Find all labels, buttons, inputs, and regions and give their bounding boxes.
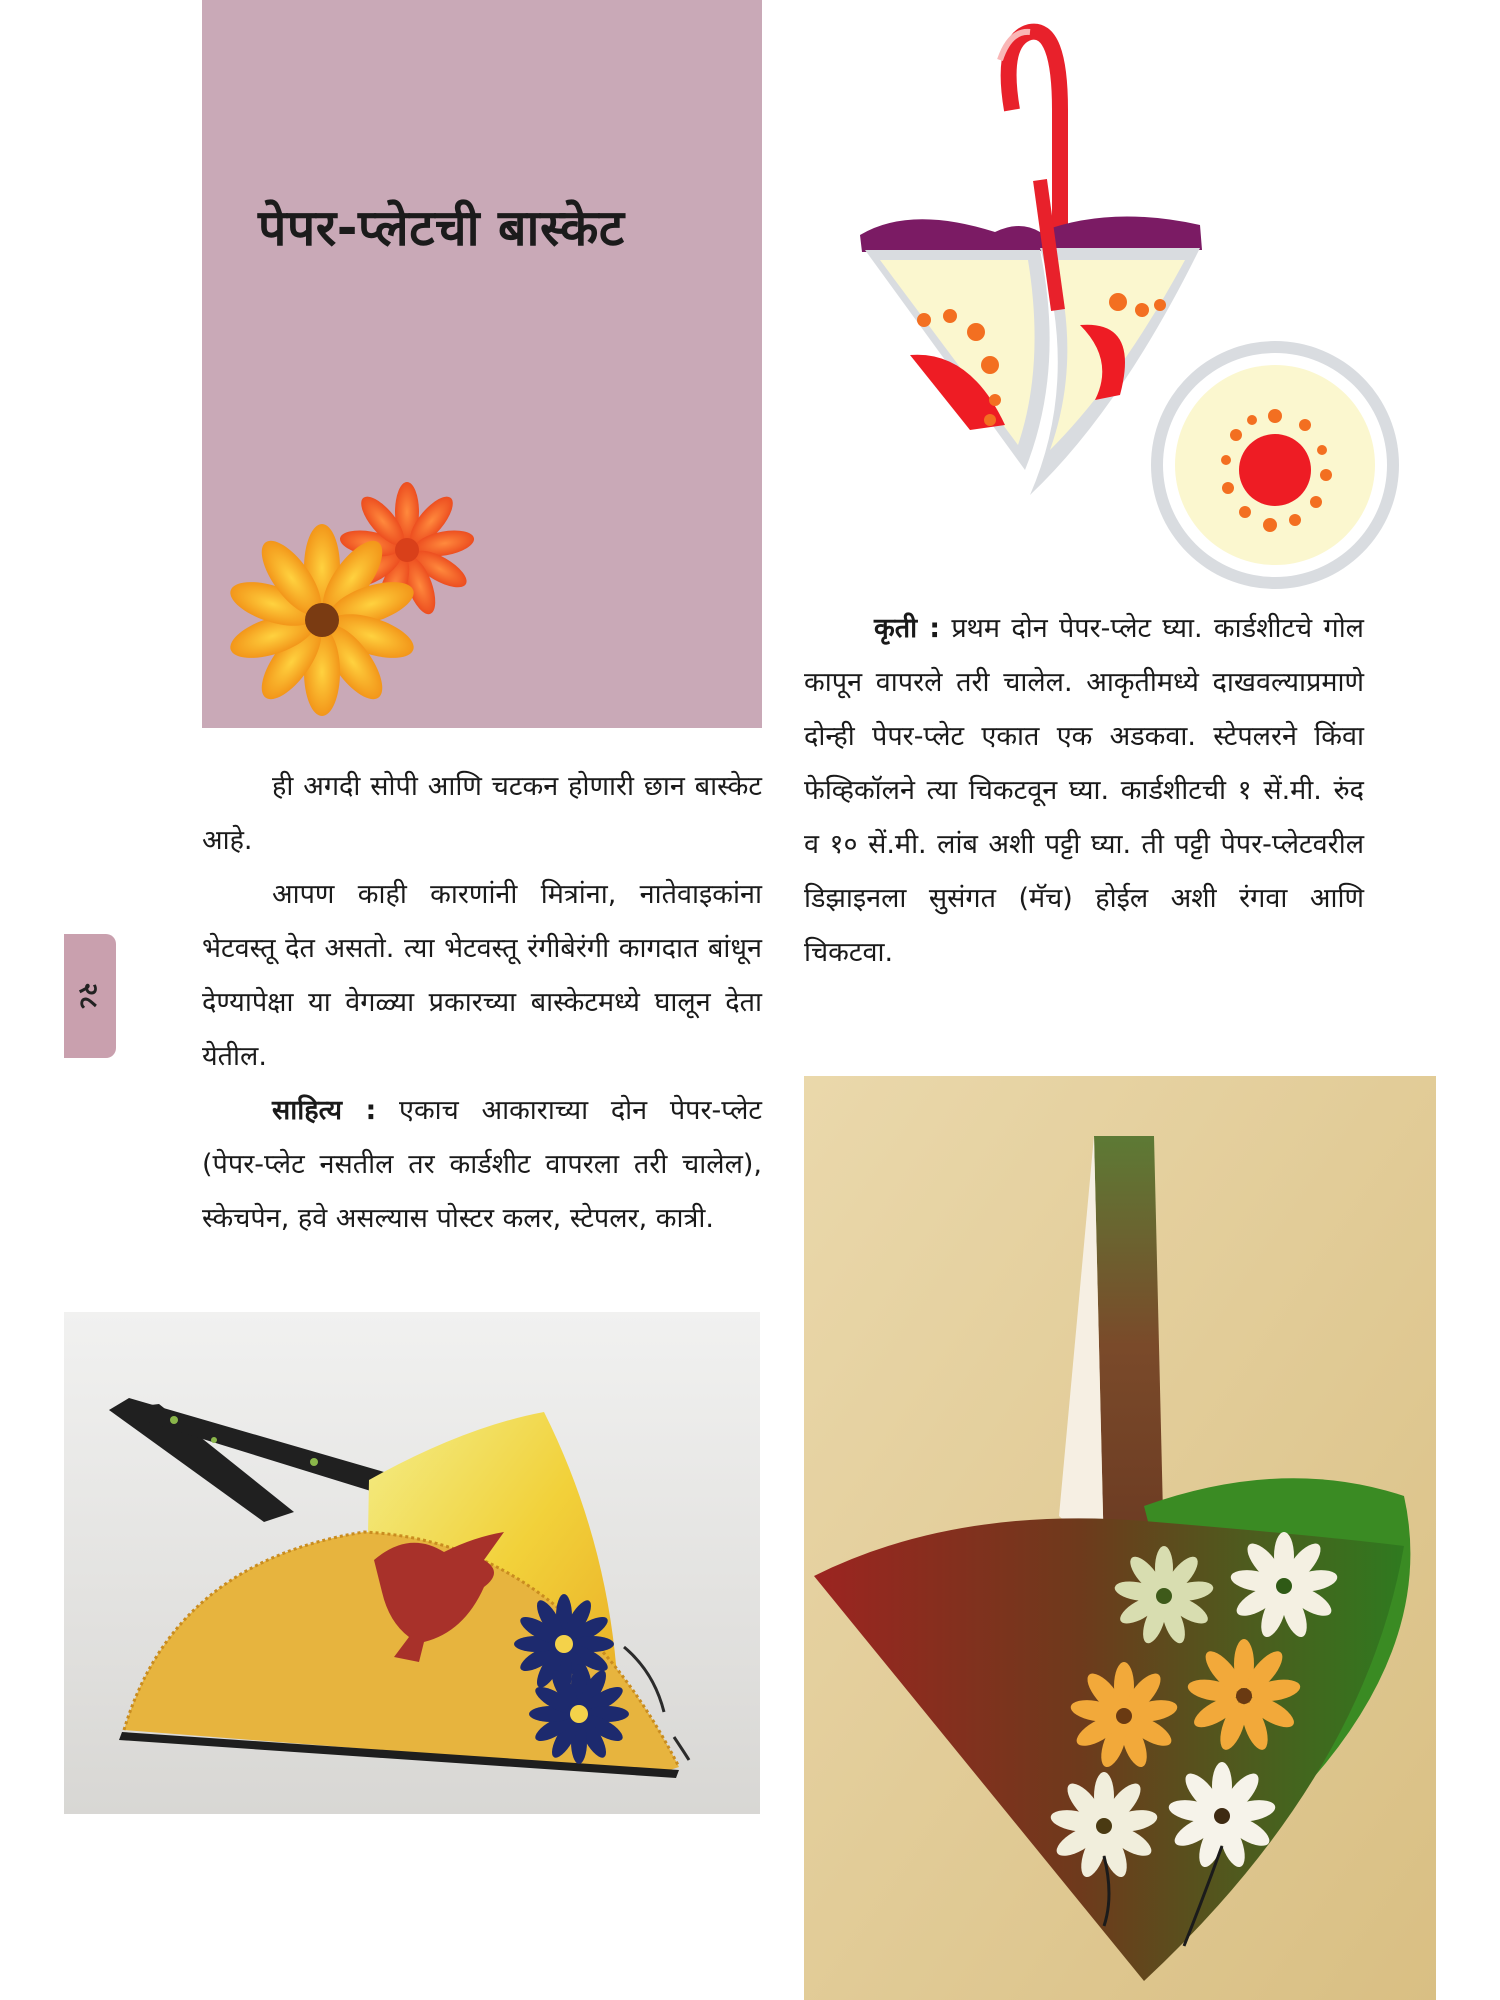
paper-flower-icon [222, 470, 482, 720]
yellow-basket-photo [64, 1312, 760, 1814]
page-title: पेपर-प्लेटची बास्केट [258, 199, 625, 257]
page-number: २८ [73, 982, 103, 1010]
plate-basket-diagram [850, 20, 1410, 600]
materials-paragraph [202, 1084, 762, 1246]
steps-label: कृती : [874, 613, 941, 644]
green-basket-photo [804, 1076, 1436, 2000]
materials-text: एकाच आकाराच्या दोन पेपर-प्लेट (पेपर-प्लेट नसतील तर कार्डशीट वापरला तरी चालेल), स्केचपेन, हवे असल्यास पोस्टर कलर, स्टेपलर, कात्री. [202, 1095, 762, 1234]
intro-text [202, 760, 762, 1246]
title-panel [202, 0, 762, 728]
steps-text: प्रथम दोन पेपर-प्लेट घ्या. कार्डशीटचे गोल कापून वापरले तरी चालेल. आकृतीमध्ये दाखवल्याप्रमाणे दोन्ही पेपर-प्लेट एकात एक अडकवा. स्टेपलरने किंवा फेव्हिकॉलने त्या चिकटवून घ्या. कार्डशीटची १ सें.मी. रुंद व १० सें.मी. लांब अशी पट्टी घ्या. ती पट्टी पेपर-प्लेटवरील डिझाइनला सुसंगत (मॅच) होईल अशी रंगवा आणि चिकटवा. [804, 613, 1364, 968]
page-tab [64, 934, 116, 1058]
materials-label: साहित्य : [272, 1095, 377, 1126]
intro-paragraph-2: आपण काही कारणांनी मित्रांना, नातेवाइकांना भेटवस्तू देत असतो. त्या भेटवस्तू रंगीबेरंगी कागदात बांधून देण्यापेक्षा या वेगळ्या प्रकारच्या बास्केटमध्ये घालून देता येतील. [202, 879, 762, 1072]
intro-paragraph-1: ही अगदी सोपी आणि चटकन होणारी छान बास्केट आहे. [202, 771, 762, 856]
steps-paragraph [804, 602, 1364, 980]
